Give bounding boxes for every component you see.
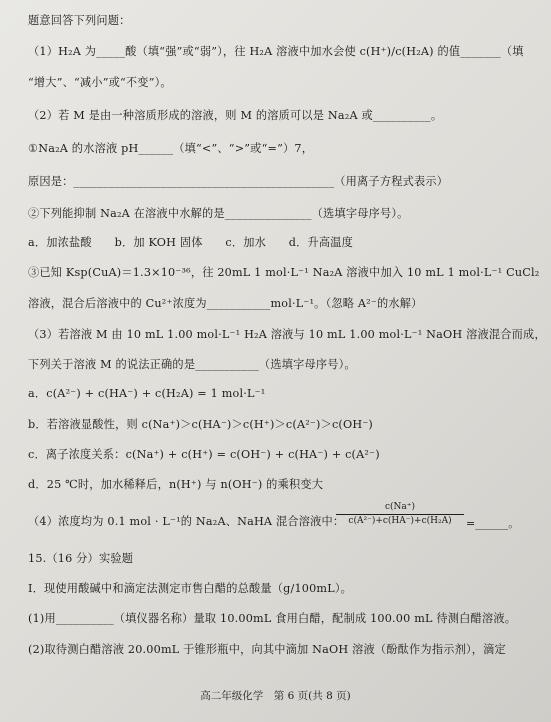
q2-1-line: ①Na₂A 的水溶液 pH______（填“<”、“>”或“=”）7， [28,142,314,155]
q2-2-line: ②下列能抑制 Na₂A 在溶液中水解的是_______________（选填字母序号）。 [28,207,409,220]
q2-line: （2）若 M 是由一种溶质形成的溶液，则 M 的溶质可以是 Na₂A 或__________。 [28,109,443,122]
q3-option-b: b．若溶液显酸性，则 c(Na⁺)＞c(HA⁻)＞c(H⁺)＞c(A²⁻)＞c(OH⁻) [28,418,373,431]
q3-option-d: d．25 ℃时，加水稀释后，n(H⁺) 与 n(OH⁻) 的乘积变大 [28,478,324,491]
q2-3-line-1: ③已知 Ksp(CuA)＝1.3×10⁻³⁶，往 20mL 1 mol·L⁻¹ Na₂A 溶液中加入 10 mL 1 mol·L⁻¹ CuCl₂ [28,266,540,279]
q15-part-i: I．现使用酸碱中和滴定法测定市售白醋的总酸量（g/100mL）。 [28,582,353,595]
q1-line-2: “增大”、“减小”或“不变”）。 [28,76,172,89]
q2-3-line-2: 溶液，混合后溶液中的 Cu²⁺浓度为___________mol·L⁻¹。（忽略 A²⁻的水解） [28,297,423,310]
q2-2-options: a．加浓盐酸 b．加 KOH 固体 c．加水 d．升高温度 [28,236,354,249]
page-footer: 高二年级化学 第 6 页(共 8 页) [200,690,351,702]
q15-heading: 15.（16 分）实验题 [28,552,134,565]
intro-line: 题意回答下列问题： [28,14,131,27]
q3-line-2: 下列关于溶液 M 的说法正确的是___________（选填字母序号）。 [28,358,356,371]
fraction-answer-blank: =______。 [466,517,520,530]
q3-option-a: a．c(A²⁻) + c(HA⁻) + c(H₂A) = 1 mol·L⁻¹ [28,387,266,400]
q4-line: （4）浓度均为 0.1 mol · L⁻¹的 Na₂A、NaHA 混合溶液中： [28,515,345,528]
fraction-numerator: c(Na⁺) [336,501,464,515]
q15-step-1: (1)用__________（填仪器名称）量取 10.00mL 食用白醋，配制成 100.00 mL 待测白醋溶液。 [28,612,517,625]
q3-option-c: c．离子浓度关系：c(Na⁺) + c(H⁺) = c(OH⁻) + c(HA⁻) + c(A²⁻) [28,448,380,461]
q2-1-reason-line: 原因是：_____________________________________________（用离子方程式表示） [28,175,449,188]
fraction-denominator: c(A²⁻)+c(HA⁻)+c(H₂A) [348,516,452,526]
concentration-fraction [336,501,464,527]
q15-step-2: (2)取待测白醋溶液 20.00mL 于锥形瓶中，向其中滴加 NaOH 溶液（酚酞作为指示剂），滴定 [28,643,506,656]
q1-line-1: （1）H₂A 为_____酸（填“强”或“弱”），往 H₂A 溶液中加水会使 c(H⁺)/c(H₂A) 的值_______（填 [28,45,524,58]
q3-line-1: （3）若溶液 M 由 10 mL 1.00 mol·L⁻¹ H₂A 溶液与 10 mL 1.00 mol·L⁻¹ NaOH 溶液混合而成， [28,328,546,341]
